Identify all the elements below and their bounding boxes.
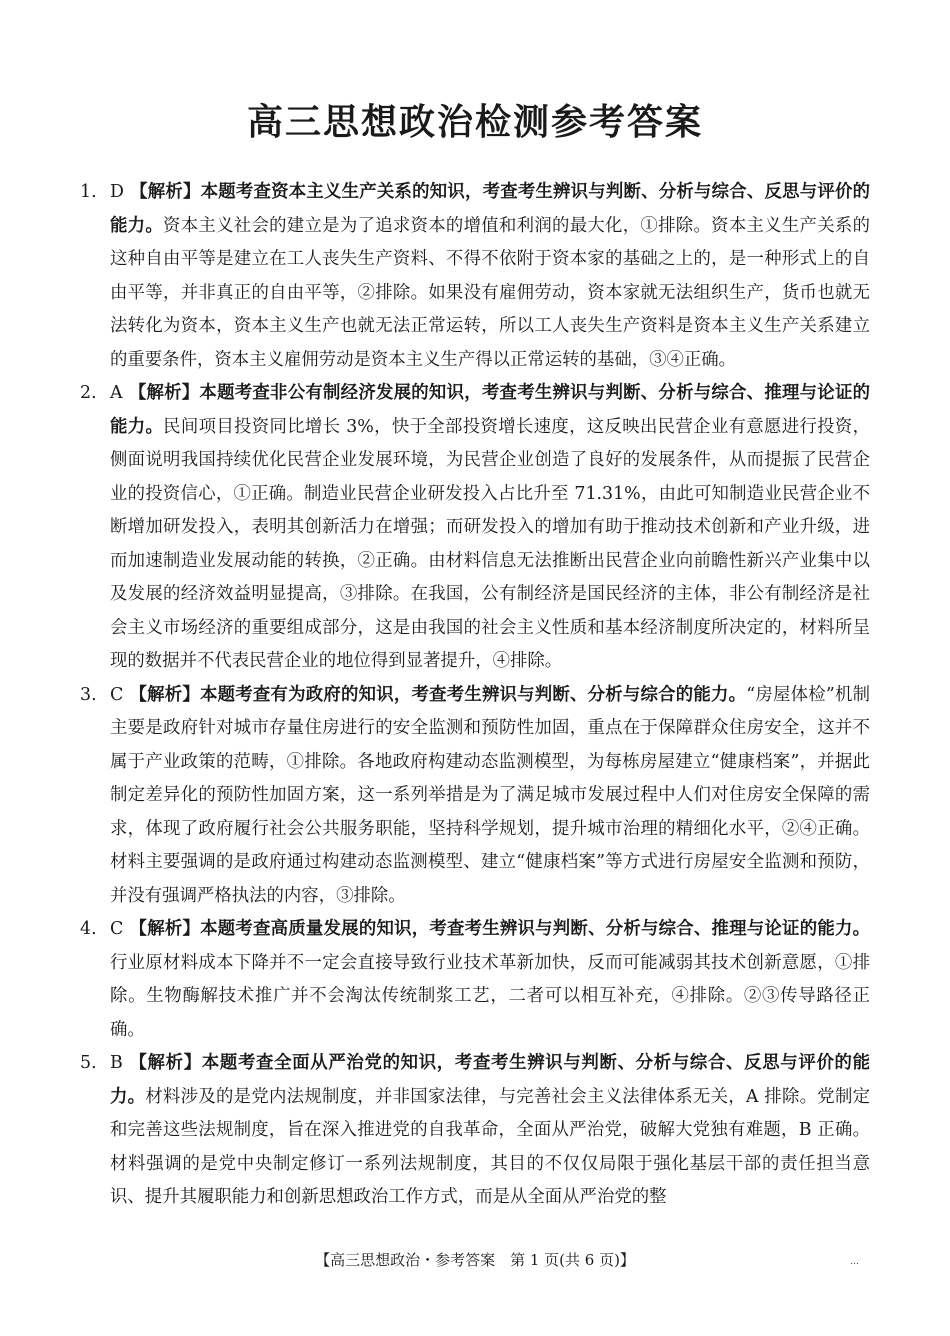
answer-item-2 bbox=[80, 377, 870, 679]
answer-item-1 bbox=[80, 176, 870, 377]
analysis-body: 民间项目投资同比增长 3%，快于全部投资增长速度，这反映出民营企业有意愿进行投资，侧面说明我国持续优化民营企业发展环境，为民营企业创造了良好的发展条件，从而提振了民营企业的投资信心，①正确。制造业民营企业研发投入占比升至 71.31%，由此可知制造业民营企业不断增加研发投入，表明其创新活力在增强；而研发投入的增加有助于推动技术创新和产业升级，进而加速制造业发展动能的转换，②正确。由材料信息无法推断出民营企业向前瞻性新兴产业集中以及发展的经济效益明显提高，③排除。在我国，公有制经济是国民经济的主体，非公有制经济是社会主义市场经济的重要组成部分，这是由我国的社会主义性质和基本经济制度所决定的，材料所呈现的数据并不代表民营企业的地位得到显著提升，④排除。 bbox=[110, 416, 870, 671]
answer-letter: B bbox=[110, 1053, 123, 1073]
page-footer: 【高三思想政治・参考答案 第 1 页(共 6 页)】 bbox=[315, 1251, 635, 1269]
analysis-lead: 【解析】本题考查全面从严治党的知识，考查考生辨识与判断、分析与综合、反思与评价的能力。 bbox=[110, 1053, 870, 1107]
analysis-lead: 【解析】本题考查高质量发展的知识，考查考生辨识与判断、分析与综合、推理与论证的能力。 bbox=[129, 919, 870, 939]
answer-letter: D bbox=[110, 182, 124, 202]
answer-list bbox=[80, 176, 870, 1215]
analysis-lead: 【解析】本题考查有为政府的知识，考查考生辨识与判断、分析与综合的能力。 bbox=[129, 684, 747, 705]
analysis-body: 行业原材料成本下降并不一定会直接导致行业技术革新加快，反而可能减弱其技术创新意愿，①排除。生物酶解技术推广并不会淘汰传统制浆工艺，二者可以相互补充，④排除。②③传导路径正确。 bbox=[110, 952, 870, 1040]
analysis-body: 材料涉及的是党内法规制度，并非国家法律，与完善社会主义法律体系无关，A 排除。党制定和完善这些法规制度，旨在深入推进党的自我革命，全面从严治党，破解大党独有难题，B 正确。材料强调的是党中央制定修订一系列法规制度，其目的不仅仅局限于强化基层干部的责任担当意识、提升其履职能力和创新思想政治工作方式，而是从全面从严治党的整 bbox=[110, 1086, 870, 1207]
question-number: 1. bbox=[80, 182, 97, 202]
answer-item-5 bbox=[80, 1047, 870, 1215]
analysis-body: “房屋体检”机制主要是政府针对城市存量住房进行的安全监测和预防性加固，重点在于保障群众住房安全，这并不属于产业政策的范畴，①排除。各地政府构建动态监测模型，为每栋房屋建立“健康档案”，并据此制定差异化的预防性加固方案，这一系列举措是为了满足城市发展过程中人们对住房安全保障的需求，体现了政府履行社会公共服务职能，坚持科学规划，提升城市治理的精细化水平，②④正确。材料主要强调的是政府通过构建动态监测模型、建立“健康档案”等方式进行房屋安全监测和预防，并没有强调严格执法的内容，③排除。 bbox=[110, 684, 870, 906]
question-number: 3. bbox=[80, 684, 97, 705]
question-number: 4. bbox=[80, 919, 97, 939]
corner-mark: … bbox=[850, 1257, 859, 1267]
analysis-body: 资本主义社会的建立是为了追求资本的增值和利润的最大化，①排除。资本主义生产关系的这种自由平等是建立在工人丧失生产资料、不得不依附于资本家的基础之上的，是一种形式上的自由平等，并非真正的自由平等，②排除。如果没有雇佣劳动，资本家就无法组织生产，货币也就无法转化为资本，资本主义生产也就无法正常运转，所以工人丧失生产资料是资本主义生产关系建立的重要条件，资本主义雇佣劳动是资本主义生产得以正常运转的基础，③④正确。 bbox=[110, 215, 870, 370]
answer-letter: C bbox=[110, 919, 124, 939]
page-title: 高三思想政治检测参考答案 bbox=[246, 102, 703, 143]
question-number: 5. bbox=[80, 1053, 97, 1073]
analysis-lead: 【解析】本题考查资本主义生产关系的知识，考查考生辨识与判断、分析与综合、反思与评价的能力。 bbox=[110, 182, 870, 236]
question-number: 2. bbox=[80, 383, 97, 403]
analysis-lead: 【解析】本题考查非公有制经济发展的知识，考查考生辨识与判断、分析与综合、推理与论证的能力。 bbox=[110, 383, 870, 437]
answer-item-3 bbox=[80, 679, 870, 914]
answer-item-4 bbox=[80, 913, 870, 1047]
answer-letter: A bbox=[110, 383, 123, 403]
answer-letter: C bbox=[110, 684, 124, 705]
